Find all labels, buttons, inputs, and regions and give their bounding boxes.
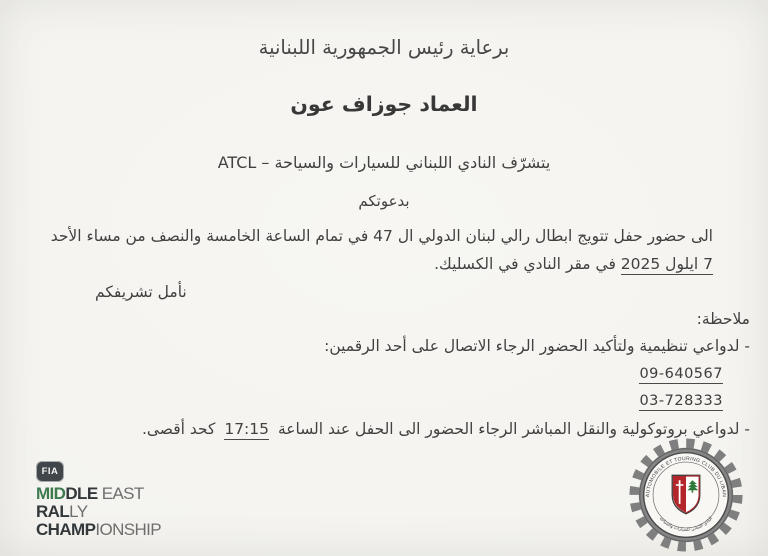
body-line-2-rest: في مقر النادي في الكسليك.	[434, 255, 616, 273]
body-line-1: الى حضور حفل تتويج ابطال رالي لبنان الدولي ال 47 في تمام الساعة الخامسة والنصف من مساء الأحد	[50, 227, 713, 245]
event-date: 7 ايلول 2025	[620, 255, 713, 273]
arrival-time: 17:15	[224, 420, 269, 438]
protocol-text-end: كحد أقصى.	[141, 420, 216, 438]
note-contact-line: - لدواعي تنظيمية ولتأكيد الحضور الرجاء الاتصال على أحد الرقمين:	[324, 337, 750, 355]
fia-line-rally: RALLY	[36, 502, 88, 521]
fia-line-middle-east: MIDDLE EAST	[36, 484, 144, 503]
protocol-text: - لدواعي بروتوكولية والنقل المباشر الرجاء الحضور الى الحفل عند الساعة	[277, 420, 750, 438]
body-line-2	[434, 255, 713, 273]
phone-number-2	[639, 393, 723, 409]
fia-merc-logo	[36, 461, 161, 539]
fia-badge-icon: FIA	[36, 461, 64, 482]
note-title: ملاحظة:	[696, 310, 750, 328]
invites-word: بدعوتكم	[358, 192, 410, 210]
closing-phrase: نأمل تشريفكم	[95, 283, 187, 301]
phone-number-2-value: 03-728333	[639, 393, 723, 409]
phone-number-1-value: 09-640567	[639, 366, 723, 382]
atcl-ring-text: AUTOMOBILE ET TOURING CLUB DU LIBAN	[645, 456, 727, 498]
phone-number-1	[639, 366, 723, 382]
fia-line-championship: CHAMPIONSHIP	[36, 520, 162, 539]
fia-merc-wordmark	[36, 485, 161, 539]
patronage-line: برعاية رئيس الجمهورية اللبنانية	[258, 36, 510, 59]
president-name: العماد جوزاف عون	[290, 92, 478, 116]
host-club-line: يتشرّف النادي اللبناني للسيارات والسياحة – ATCL	[217, 153, 551, 172]
atcl-ring-text-arabic: النادي اللبناني للسيارات والسياحة	[658, 516, 714, 533]
atcl-emblem-icon	[625, 436, 747, 554]
